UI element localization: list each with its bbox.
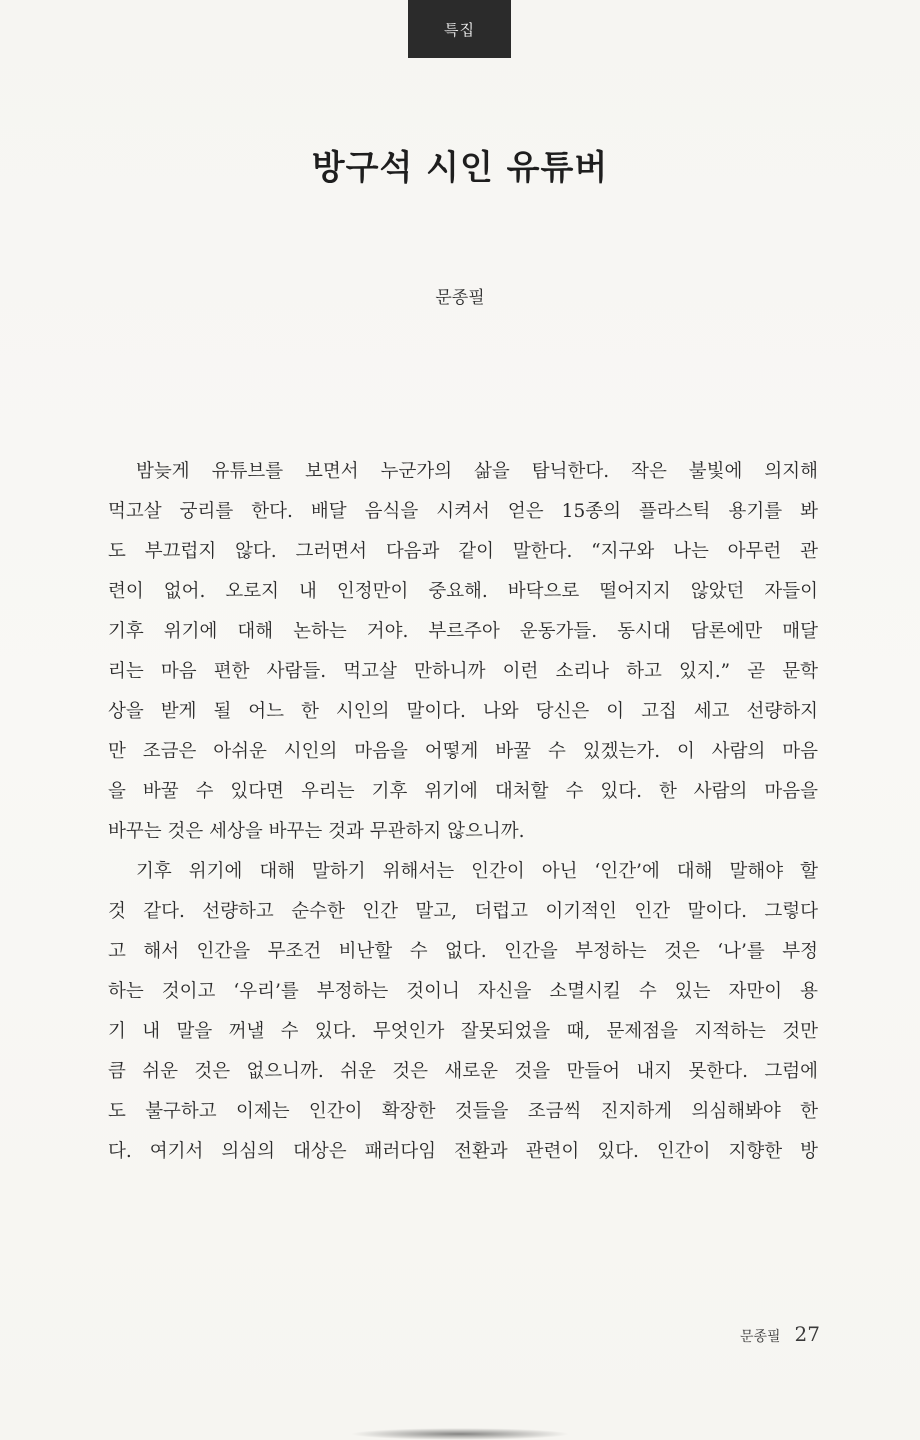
text-line: 련이 없어. 오로지 내 인정만이 중요해. 바닥으로 떨어지지 않았던 자들이 (108, 581, 818, 602)
text-line: 기후 위기에 대해 논하는 거야. 부르주아 운동가들. 동시대 담론에만 매달 (108, 621, 818, 642)
text-line: 큼 쉬운 것은 없으니까. 쉬운 것은 새로운 것을 만들어 내지 못한다. 그럼에 (108, 1061, 818, 1082)
text-line: 먹고살 궁리를 한다. 배달 음식을 시켜서 얻은 15종의 플라스틱 용기를 봐 (108, 501, 818, 522)
article-body (108, 452, 818, 1172)
text-line: 을 바꿀 수 있다면 우리는 기후 위기에 대처할 수 있다. 한 사람의 마음을 (108, 781, 818, 802)
text-line: 바꾸는 것은 세상을 바꾸는 것과 무관하지 않으니까. (108, 821, 525, 842)
text-line: 밤늦게 유튜브를 보면서 누군가의 삶을 탐닉한다. 작은 불빛에 의지해 (136, 461, 818, 482)
section-tab (408, 0, 511, 58)
article-title: 방구석 시인 유튜버 (311, 148, 609, 188)
page-footer (740, 1322, 820, 1346)
text-line: 도 부끄럽지 않다. 그러면서 다음과 같이 말한다. “지구와 나는 아무런 관 (108, 541, 818, 562)
section-tab-label: 특집 (444, 20, 475, 39)
text-line: 것 같다. 선량하고 순수한 인간 말고, 더럽고 이기적인 인간 말이다. 그렇다 (108, 901, 818, 922)
text-line: 고 해서 인간을 무조건 비난할 수 없다. 인간을 부정하는 것은 ‘나’를 부정 (108, 941, 818, 962)
text-line: 만 조금은 아쉬운 시인의 마음을 어떻게 바꿀 수 있겠는가. 이 사람의 마음 (108, 741, 818, 762)
text-line: 기 내 말을 꺼낼 수 있다. 무엇인가 잘못되었을 때, 문제점을 지적하는 것만 (108, 1021, 818, 1042)
footer-author: 문종필 (739, 1329, 781, 1345)
paragraph (108, 452, 818, 852)
text-line: 하는 것이고 ‘우리’를 부정하는 것이니 자신을 소멸시킬 수 있는 자만이 용 (108, 981, 818, 1002)
text-line: 리는 마음 편한 사람들. 먹고살 만하니까 이런 소리나 하고 있지.” 곧 문학 (108, 661, 818, 682)
paragraph (108, 852, 818, 1172)
text-line: 도 불구하고 이제는 인간이 확장한 것들을 조금씩 진지하게 의심해봐야 한 (108, 1101, 818, 1122)
binding-shadow (350, 1428, 570, 1440)
article-author: 문종필 (435, 288, 485, 308)
text-line: 기후 위기에 대해 말하기 위해서는 인간이 아닌 ‘인간’에 대해 말해야 할 (136, 861, 818, 882)
page-number: 27 (794, 1322, 820, 1346)
text-line: 상을 받게 될 어느 한 시인의 말이다. 나와 당신은 이 고집 세고 선량하지 (108, 701, 818, 722)
text-line: 다. 여기서 의심의 대상은 패러다임 전환과 관련이 있다. 인간이 지향한 방 (108, 1141, 818, 1162)
